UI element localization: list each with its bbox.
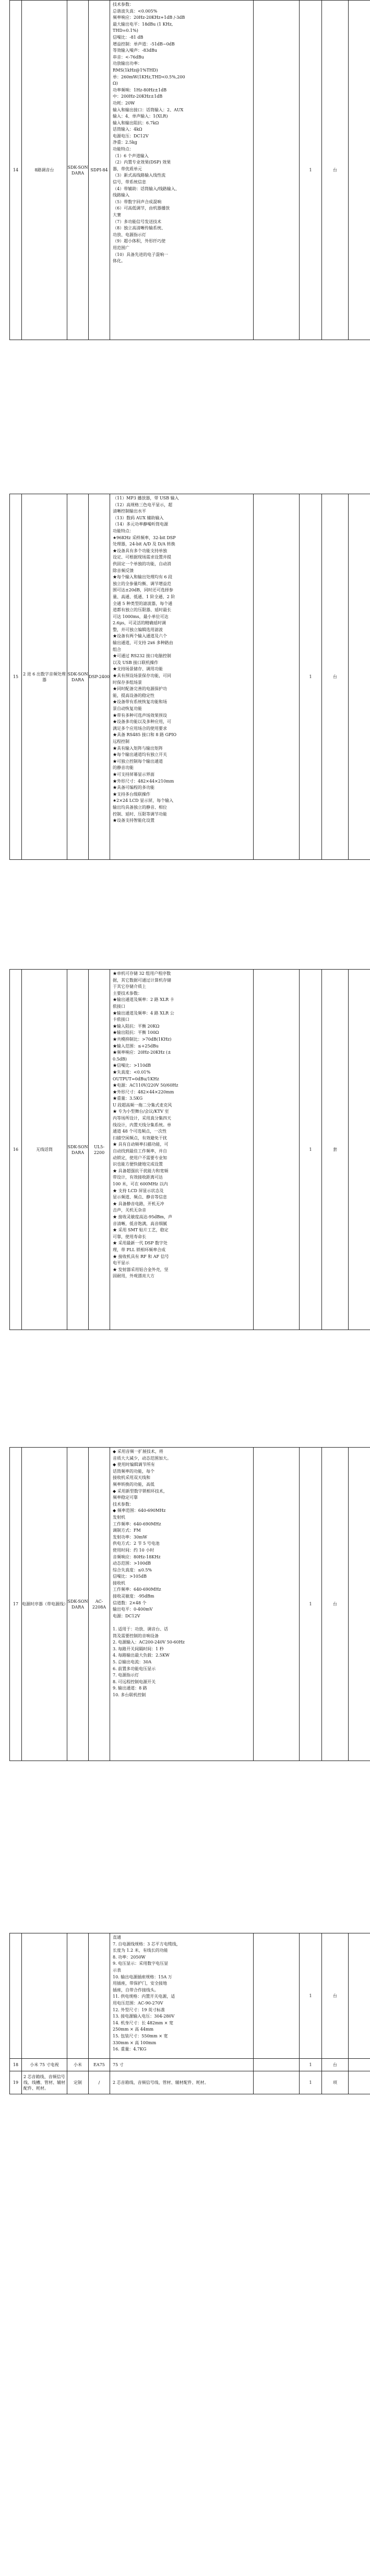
spec-line: ◆ 频率范围：640-690MHz bbox=[113, 1508, 166, 1513]
spec-line: 话筒输入：4kΩ bbox=[113, 127, 142, 132]
item-name: 8路调音台 bbox=[22, 1, 67, 340]
spec-line: 时保存多组场景 bbox=[113, 680, 142, 685]
item-unit: 台 bbox=[322, 2059, 349, 2071]
spec-line: 供电方式：2 节 5 号电池 bbox=[113, 1541, 160, 1546]
spec-line: 内等场所设计，采用真分集四天 bbox=[113, 1116, 171, 1121]
item-note bbox=[349, 494, 370, 860]
spec-line: 9. 输出通道：8 路 bbox=[113, 1686, 147, 1691]
item-qty: 1 bbox=[300, 1, 322, 340]
item-qty: 1 bbox=[300, 970, 322, 1330]
spec-line: 6. 前置多功能电压显示 bbox=[113, 1666, 156, 1671]
item-name: 2 进 6 出数字音频处理器 bbox=[22, 494, 67, 860]
blank-cell bbox=[254, 494, 300, 860]
spec-line: 电平显示 bbox=[113, 1261, 129, 1266]
spec-line: 频率稳定可靠 bbox=[113, 1495, 138, 1500]
spec-line: 技术参数： bbox=[113, 1501, 134, 1507]
spec-line: 净重：2.5kg bbox=[113, 140, 137, 145]
spec-line: 信噪比：>105dB bbox=[113, 1574, 147, 1579]
item-brand: SDK-SON DARA bbox=[67, 494, 89, 860]
spec-line: 线设计，内置天线分集系统。单 bbox=[113, 1122, 171, 1127]
spec-line: 信号，带系统信息 bbox=[113, 180, 146, 185]
item-name bbox=[22, 1933, 67, 2059]
spec-line: U 段超高频一拖二分集式麦克风 bbox=[113, 1102, 172, 1108]
item-name: 无线话筒 bbox=[22, 970, 67, 1330]
spec-line: 100 米，可在 600MHz 以内 bbox=[113, 1182, 168, 1186]
item-qty: 1 bbox=[300, 1448, 322, 1761]
spec-line: ★输出阻抗：平衡 100Ω bbox=[113, 1030, 159, 1035]
spec-line: 音频响应：80Hz-18KHz bbox=[113, 1554, 161, 1559]
spec-line: 功能特点： bbox=[113, 147, 134, 152]
spec-line: 可靠，使用寿命长 bbox=[113, 1234, 146, 1239]
spec-line: 整，并可独立编辑选用滤波 bbox=[113, 627, 163, 632]
item-note bbox=[349, 1, 370, 340]
spec-line: 10. 多台联机控制 bbox=[113, 1692, 146, 1697]
item-qty: 1 bbox=[300, 2071, 322, 2094]
spec-line: 长度为 1.2 米，有线长的功能 bbox=[113, 1948, 168, 1953]
item-spec bbox=[110, 1448, 254, 1761]
spec-line: 筒及需要控制的音响设备 bbox=[113, 1633, 159, 1638]
spec-line: 输出电平：0-400mV bbox=[113, 1607, 153, 1612]
spec-line: 带设计，有效接收距离可达 bbox=[113, 1175, 163, 1180]
item-brand: 定制 bbox=[67, 2071, 89, 2094]
spec-line: 于其它存储介质上 bbox=[113, 984, 146, 989]
row-number: 16 bbox=[10, 970, 22, 1330]
table-row bbox=[10, 1933, 370, 2059]
item-note bbox=[349, 1933, 370, 2059]
spec-line: 0.5dB) bbox=[113, 1056, 127, 1062]
spec-line: 道都有独立的压限器、延时最长 bbox=[113, 608, 171, 613]
item-name: 电源时序器（带电源线） bbox=[22, 1448, 67, 1761]
spec-line: 除音频反馈 bbox=[113, 568, 134, 573]
spec-line: ★ 支持 LCD 屏显示状态及 bbox=[113, 1188, 164, 1193]
spec-line: （3）新式高线路输入线性流 bbox=[113, 173, 166, 178]
blank-cell bbox=[254, 1933, 300, 2059]
spec-line: 全通 5 种类型的滤波器，每个通 bbox=[113, 601, 173, 606]
spec-line: ★ 专为小型舞台/会议/KTV 室 bbox=[113, 1109, 169, 1114]
row-number: 19 bbox=[10, 2071, 22, 2094]
spec-line: ★每个输出通道均有独立开关 bbox=[113, 752, 167, 757]
spec-line: 固耐用，外观漂亮大方 bbox=[113, 1274, 154, 1279]
spec-line: 景自动恢复功能 bbox=[113, 706, 142, 711]
spec-line: 3. 每路开关间隔时间：1 秒 bbox=[113, 1646, 164, 1651]
blank-cell bbox=[254, 970, 300, 1330]
spec-line: （8）独立高清晰传输系统、 bbox=[113, 226, 166, 231]
item-name: 小米 75 寸电视 bbox=[22, 2059, 67, 2071]
item-brand: SDK-SON DARA bbox=[67, 1448, 89, 1761]
item-brand: SDK-SON DARA bbox=[67, 1, 89, 340]
spec-line: ★设备带有系统恢复功能和场 bbox=[113, 700, 167, 705]
spec-line: ★共模抑制比：>70dB(1KHz) bbox=[113, 1036, 172, 1042]
spec-line: 音质大大减少，动态范围加大。 bbox=[113, 1455, 171, 1461]
spec-line: 自动找到最佳工作频率，并自 bbox=[113, 1149, 167, 1154]
spec-line: 独立的全参量均衡、调节增益范 bbox=[113, 581, 171, 586]
table-row bbox=[10, 1, 370, 340]
spec-line: 2.6μs，可灵活的精确延时调 bbox=[113, 621, 166, 626]
spec-line: 满足多个应用场合的使用要求 bbox=[113, 726, 167, 731]
row-number: 17 bbox=[10, 1448, 22, 1761]
item-spec bbox=[110, 494, 254, 860]
spec-line: ★电源：AC110V/220V 50/60Hz bbox=[113, 1083, 178, 1088]
spec-line: ★ 采用 SMT 贴片工艺，稳定 bbox=[113, 1228, 169, 1233]
spec-line: 工作频率：640-690MHz bbox=[113, 1587, 161, 1592]
spec-line: 输入：4、单声输入：1(XLR) bbox=[113, 114, 168, 119]
spec-line: ◆ 使用时编辑调节所有 bbox=[113, 1462, 155, 1467]
item-note bbox=[349, 970, 370, 1330]
spec-line: ★具备可编程的多功能 bbox=[113, 785, 154, 790]
spec-line: （5）带数字回声合成混响 bbox=[113, 199, 162, 204]
spec-line: ★同时配备完善的电源保护功 bbox=[113, 686, 167, 692]
blank-cell bbox=[254, 2071, 300, 2094]
spec-line: ◆ 采用新型数字锁相环技术， bbox=[113, 1488, 168, 1494]
spec-line: ★支持场景储存、调用功能 bbox=[113, 667, 163, 672]
spec-line: 大赛 bbox=[113, 213, 121, 217]
spec-line bbox=[113, 1619, 250, 1626]
spec-line: 以及 USB 接口联机操作 bbox=[113, 660, 159, 665]
spec-line: （2）内置专业效果(DSP) 效果 bbox=[113, 160, 171, 165]
spec-line: （14）多元功率静噪听筒电源 bbox=[113, 522, 169, 527]
spec-line: RMS(1kHz@1%THD) bbox=[113, 67, 158, 73]
spec-line: ★失真度：<0.01% bbox=[113, 1069, 151, 1075]
spec-line: ★ 发射器采用铝合金外壳，坚 bbox=[113, 1267, 169, 1272]
spec-line: 5. 总输出电流：30A bbox=[113, 1660, 152, 1664]
spec-line: 信噪比：-81 dB bbox=[113, 34, 144, 40]
spec-line: 接收机 bbox=[113, 1580, 125, 1586]
spec-line: 接收灵敏度：-95dBm bbox=[113, 1594, 154, 1599]
spec-line: ★ 接收机具有 RF 和 AF 信号 bbox=[113, 1254, 169, 1259]
spec-line: THD=0.1%) bbox=[113, 28, 138, 33]
page-1 bbox=[0, 0, 370, 444]
spec-line: 功放输出功率： bbox=[113, 61, 142, 66]
spec-line: 动态范围：>100dB bbox=[113, 1561, 151, 1566]
spec-line: 显示频道、频点、静音等信息 bbox=[113, 1195, 167, 1200]
spec-line: 330mm × 高 100mm bbox=[113, 2040, 157, 2045]
item-qty: 1 bbox=[300, 1933, 322, 2059]
spec-line: 发射机 bbox=[113, 1514, 125, 1520]
spec-line: 理，带 PLL 锁相环频率合成 bbox=[113, 1247, 166, 1252]
spec-line: 16. 重量：4.7KG bbox=[113, 2047, 147, 2052]
spec-line: （10）具备先进的电子混响一 bbox=[113, 252, 169, 257]
page-5 bbox=[0, 1933, 370, 2576]
blank-cell bbox=[254, 2059, 300, 2071]
equipment-table-section-2 bbox=[9, 494, 370, 860]
spec-line: 功率频响：1Hz-80Hz±1dB bbox=[113, 87, 167, 92]
spec-line: ★可独立控制每个输出通道 bbox=[113, 759, 163, 764]
spec-line: 15. 包装尺寸：550mm × 宽 bbox=[113, 2033, 168, 2038]
item-unit: 台 bbox=[322, 1, 349, 340]
spec-line: （13）数码 AUX 辅助输入 bbox=[113, 515, 164, 520]
spec-line: 能，提高设备的稳定性 bbox=[113, 693, 154, 698]
spec-line: ★带有多种可选声场效果预设 bbox=[113, 713, 167, 718]
item-name: 2 芯音箱线、音频信号线、线槽、管材、辅材配件、耗材。 bbox=[22, 2071, 67, 2094]
item-model: / bbox=[89, 2071, 110, 2094]
spec-line: 13. 接电源输入电压：304-280V bbox=[113, 2014, 175, 2019]
spec-line: 体化。 bbox=[113, 259, 125, 264]
spec-line: 控制、延时、压限等调节功能 bbox=[113, 811, 167, 817]
spec-line: 使用时间：约 10 小时 bbox=[113, 1547, 154, 1553]
item-spec: 75 寸 bbox=[110, 2059, 254, 2071]
spec-line: 输入和输出接口：话筒输入：2、AUX bbox=[113, 107, 184, 112]
spec-line: ★每个输入和输出处理均有 6 段 bbox=[113, 575, 173, 580]
spec-line: 供固定一个单独的功能，自动消 bbox=[113, 561, 171, 566]
spec-line: 10. 输出电源插座规格：15A 万 bbox=[113, 1974, 172, 1979]
spec-line: ★ 采用最新一代 DSP 数字处 bbox=[113, 1241, 168, 1246]
spec-line: 线路输入 bbox=[113, 193, 129, 198]
spec-line: 卡侬接口 bbox=[113, 1017, 129, 1022]
item-model: AC-2208A bbox=[89, 1448, 110, 1761]
row-number bbox=[10, 1933, 22, 2059]
spec-line: （4）带辅助：话筒输入/线路输入、 bbox=[113, 186, 180, 191]
spec-line: 清晰控制输出水平 bbox=[113, 509, 146, 514]
item-model: EA75 bbox=[89, 2059, 110, 2071]
spec-line: 组合 bbox=[113, 647, 121, 652]
spec-line: 串音：<-76dBu bbox=[113, 54, 144, 60]
spec-line: ★信噪比：>110dB bbox=[113, 1063, 151, 1068]
spec-line: 工作频率：640-690MHz bbox=[113, 1521, 161, 1526]
spec-line: 8. 功率：2050W bbox=[113, 1954, 146, 1960]
spec-line: 远程控制 bbox=[113, 739, 129, 744]
spec-line: 输出通道，可支持 2x6 多种路由 bbox=[113, 640, 173, 646]
spec-line: Ω) bbox=[113, 81, 118, 86]
spec-line: 话筒频率的功能，每个 bbox=[113, 1468, 154, 1474]
spec-line: 击声，关机无杂音 bbox=[113, 1208, 146, 1213]
spec-line: 的静音功能 bbox=[113, 765, 134, 771]
spec-line: ★ 具备静音电路，开机无冲 bbox=[113, 1201, 164, 1206]
spec-line: ★具有输入矩阵与输出矩阵 bbox=[113, 745, 163, 751]
spec-line: 通道 48 个可选频点，一次性 bbox=[113, 1129, 167, 1134]
item-note bbox=[349, 1448, 370, 1761]
item-unit: 项 bbox=[322, 2071, 349, 2094]
spec-line: （7）多功能信号发送技术 bbox=[113, 219, 162, 224]
spec-line: 接收机采用双天线和 bbox=[113, 1475, 150, 1481]
item-note bbox=[349, 2059, 370, 2071]
item-brand: SDK-SON DARA bbox=[67, 970, 89, 1330]
row-number: 15 bbox=[10, 494, 22, 860]
spec-line: 侬接口 bbox=[113, 1004, 125, 1009]
item-qty: 1 bbox=[300, 2059, 322, 2071]
spec-line: ★输出通道及频率：4 路 XLR 公 bbox=[113, 1010, 174, 1016]
spec-line: ★具有预设场景保存功能，可同 bbox=[113, 673, 171, 679]
spec-line: （11）MP3 播放器，带 USB 输入 bbox=[113, 496, 179, 500]
spec-line: ★具备 RS485 接口和 8 路 GPIO bbox=[113, 732, 177, 738]
spec-line: ★设备支持智能化设置 bbox=[113, 818, 154, 823]
spec-line: 中：200Hz-20KHz±1dB bbox=[113, 94, 163, 99]
table-row bbox=[10, 2071, 370, 2094]
spec-line: 技术参数： bbox=[113, 2, 134, 7]
table-row bbox=[10, 494, 370, 860]
spec-line: 7. 自电源线规格：3 芯平方电缆线， bbox=[113, 1941, 181, 1946]
spec-line: ★96KHz 采样频率，32-bit DSP bbox=[113, 535, 176, 540]
spec-line: 功放、电源指示灯 bbox=[113, 232, 146, 237]
spec-line: 14. 机身尺寸：长 482mm × 宽 bbox=[113, 2020, 174, 2025]
item-spec bbox=[110, 970, 254, 1330]
spec-line: 器，带优质单元 bbox=[113, 166, 142, 171]
item-unit: 套 bbox=[322, 970, 349, 1330]
spec-line: 频率转换的功能，高低 bbox=[113, 1482, 154, 1487]
spec-line: （6）可高低调节，由机器播放 bbox=[113, 206, 170, 211]
spec-line: ★ 具备超强抗干扰能力和宽频 bbox=[113, 1168, 169, 1173]
page-3 bbox=[0, 969, 370, 1387]
item-model: DSP-2400 bbox=[89, 494, 110, 860]
spec-line: 直通 bbox=[113, 1935, 121, 1940]
item-qty: 1 bbox=[300, 494, 322, 860]
spec-line: ★外形尺寸：482×44×220mm bbox=[113, 1089, 174, 1094]
item-spec: 2 芯音箱线、音频信号线、管材、辅材配件、耗材。 bbox=[110, 2071, 254, 2094]
blank-cell bbox=[254, 1, 300, 340]
spec-line: 处理器，24-bit A/D 及 D/A 转换 bbox=[113, 542, 175, 547]
spec-line: 发射功率：30mW bbox=[113, 1534, 147, 1540]
spec-line: 音清晰，低音饱满，高音细腻 bbox=[113, 1221, 167, 1226]
item-model: SDPI-84 bbox=[89, 1, 110, 340]
item-brand bbox=[67, 1933, 89, 2059]
spec-line: 输入和输出阻抗：6.7kΩ bbox=[113, 120, 159, 125]
page-2 bbox=[0, 494, 370, 922]
item-unit: 台 bbox=[322, 494, 349, 860]
item-model: UL5-2200 bbox=[89, 970, 110, 1330]
spec-line: 可达 1000ms，最小单位可达 bbox=[113, 614, 169, 619]
spec-line: 示表 bbox=[113, 1967, 121, 1973]
spec-line: ★单机可存储 32 组用户程序数 bbox=[113, 971, 171, 976]
spec-line: 1. 适用于：功放、调音台、话 bbox=[113, 1627, 169, 1632]
spec-line: ★外形尺寸：482×44×210mm bbox=[113, 778, 174, 784]
spec-line: 最大输出电平：18dBu (1 KHz, bbox=[113, 21, 173, 27]
spec-line: ★设备有两个输入通道及六个 bbox=[113, 634, 167, 639]
spec-line: 250mm × 高 44mm bbox=[113, 2027, 154, 2032]
spec-line: 11. 供电规格：内置开关电源，适 bbox=[113, 1994, 175, 1999]
spec-line: 等效输入噪声：-83dBu bbox=[113, 48, 158, 53]
spec-line: 电源：DC12V bbox=[113, 1613, 140, 1618]
spec-line: 9. 电压显示：采用数字电压显 bbox=[113, 1961, 169, 1966]
spec-line: 输出均具备独立的静音、相位 bbox=[113, 805, 167, 810]
spec-line: ★输入范围：≤+25dBu bbox=[113, 1043, 159, 1048]
spec-line: ★频率响应：20Hz-20KHz (± bbox=[113, 1050, 171, 1055]
spec-line: 综合失真度：≤0.5% bbox=[113, 1567, 152, 1572]
spec-line: 12. 外型尺寸：19 英寸标准 bbox=[113, 2007, 165, 2012]
spec-line: ★输入阻抗：平衡 20KΩ bbox=[113, 1023, 160, 1029]
spec-line: 电源电压：DC12V bbox=[113, 133, 149, 138]
spec-line: ★设备多功能以及多种应用，可 bbox=[113, 719, 171, 725]
spec-line: ★设备具有多个功能支持单独 bbox=[113, 548, 167, 553]
spec-line: 信道数：2×48 个 bbox=[113, 1600, 147, 1605]
row-number: 14 bbox=[10, 1, 22, 340]
item-note bbox=[349, 2071, 370, 2094]
row-number: 18 bbox=[10, 2059, 22, 2071]
spec-line: 用电压范围：AC-90-270V bbox=[113, 2000, 163, 2006]
spec-line: 单：260mW(1KHz,THD<0.5%,200 bbox=[113, 74, 185, 79]
spec-line: 总谐波失真：<0.005% bbox=[113, 8, 158, 14]
spec-line: 8. 可远程控制电源开关 bbox=[113, 1679, 156, 1684]
page-4 bbox=[0, 1447, 370, 1907]
spec-line: ◆ 采用音频一扩展技术，将 bbox=[113, 1449, 163, 1454]
blank-cell bbox=[254, 1448, 300, 1761]
spec-line: 主要技术参数： bbox=[113, 990, 142, 996]
equipment-table-section-3 bbox=[9, 969, 370, 1330]
spec-line: （12）高规格三色电平显示，超 bbox=[113, 502, 173, 507]
spec-line: 功能特点： bbox=[113, 528, 134, 533]
spec-line: ★支持多台级联操作 bbox=[113, 791, 150, 797]
spec-line: 围可达±20dB，同时还可选择参 bbox=[113, 588, 173, 593]
spec-line: 扫描空闲频点，有效避免干扰 bbox=[113, 1135, 167, 1140]
spec-line: （1）6 个声道输入 bbox=[113, 153, 149, 158]
spec-line: ★ 接收灵敏度高达-95dBm，声 bbox=[113, 1214, 173, 1219]
spec-line: 调制方式：FM bbox=[113, 1528, 141, 1533]
spec-line: ★ 具有自动频率扫描功能，可 bbox=[113, 1142, 169, 1147]
spec-line: 功耗：20W bbox=[113, 100, 135, 106]
spec-line: 识也能方便快捷地完成设置 bbox=[113, 1162, 163, 1167]
spec-line: OUTPUT=0dBu/1KHz bbox=[113, 1076, 159, 1081]
equipment-table-section-1 bbox=[9, 0, 370, 340]
table-row bbox=[10, 1448, 370, 1761]
spec-line: ★输出通道及频率：2 路 XLR 卡 bbox=[113, 997, 174, 1003]
spec-line: 插座，自带合作接线头。 bbox=[113, 1987, 159, 1992]
equipment-table-section-4 bbox=[9, 1447, 370, 1761]
item-spec bbox=[110, 1, 254, 340]
spec-line: 用范围广 bbox=[113, 245, 129, 250]
spec-line: 设定、可根据现场需求设置并提 bbox=[113, 555, 171, 560]
equipment-table-section-5 bbox=[9, 1933, 370, 2094]
item-model bbox=[89, 1933, 110, 2059]
spec-line: 4. 每路输出最大负载：2.5KW bbox=[113, 1653, 170, 1658]
spec-line: 7. 电源指示灯 bbox=[113, 1673, 139, 1678]
spec-line: ★2×24 LCD 显示屏，每个输入 bbox=[113, 798, 174, 803]
spec-line: 量、高通、低通、1 阶全通、2 阶 bbox=[113, 594, 175, 599]
item-unit: 台 bbox=[322, 1448, 349, 1761]
spec-line: 动锁定，使用户不需要专业知 bbox=[113, 1155, 167, 1160]
spec-line: 增益控制：单声道：-51dB~0dB bbox=[113, 41, 175, 46]
spec-line: 频率响应：20Hz-20KHz+1dB /-3dB bbox=[113, 15, 185, 20]
spec-line: ★重量：3.5KG bbox=[113, 1096, 143, 1101]
item-spec bbox=[110, 1933, 254, 2059]
spec-line: 2. 电源输入：AC200-240V 50-60Hz bbox=[113, 1640, 185, 1645]
spec-line: （9）超小体积，外形纤巧使 bbox=[113, 239, 166, 244]
item-unit: 台 bbox=[322, 1933, 349, 2059]
spec-line: ★可支持屏幕显示界面 bbox=[113, 772, 154, 777]
spec-line: ★可通过 RS232 接口电脑控制 bbox=[113, 654, 171, 659]
spec-line: 据，其它数据可通过计算机存储 bbox=[113, 977, 171, 983]
spec-line: 用插座，带保护门，安全接地 bbox=[113, 1981, 167, 1986]
item-brand: 小米 bbox=[67, 2059, 89, 2071]
table-row bbox=[10, 970, 370, 1330]
table-row bbox=[10, 2059, 370, 2071]
